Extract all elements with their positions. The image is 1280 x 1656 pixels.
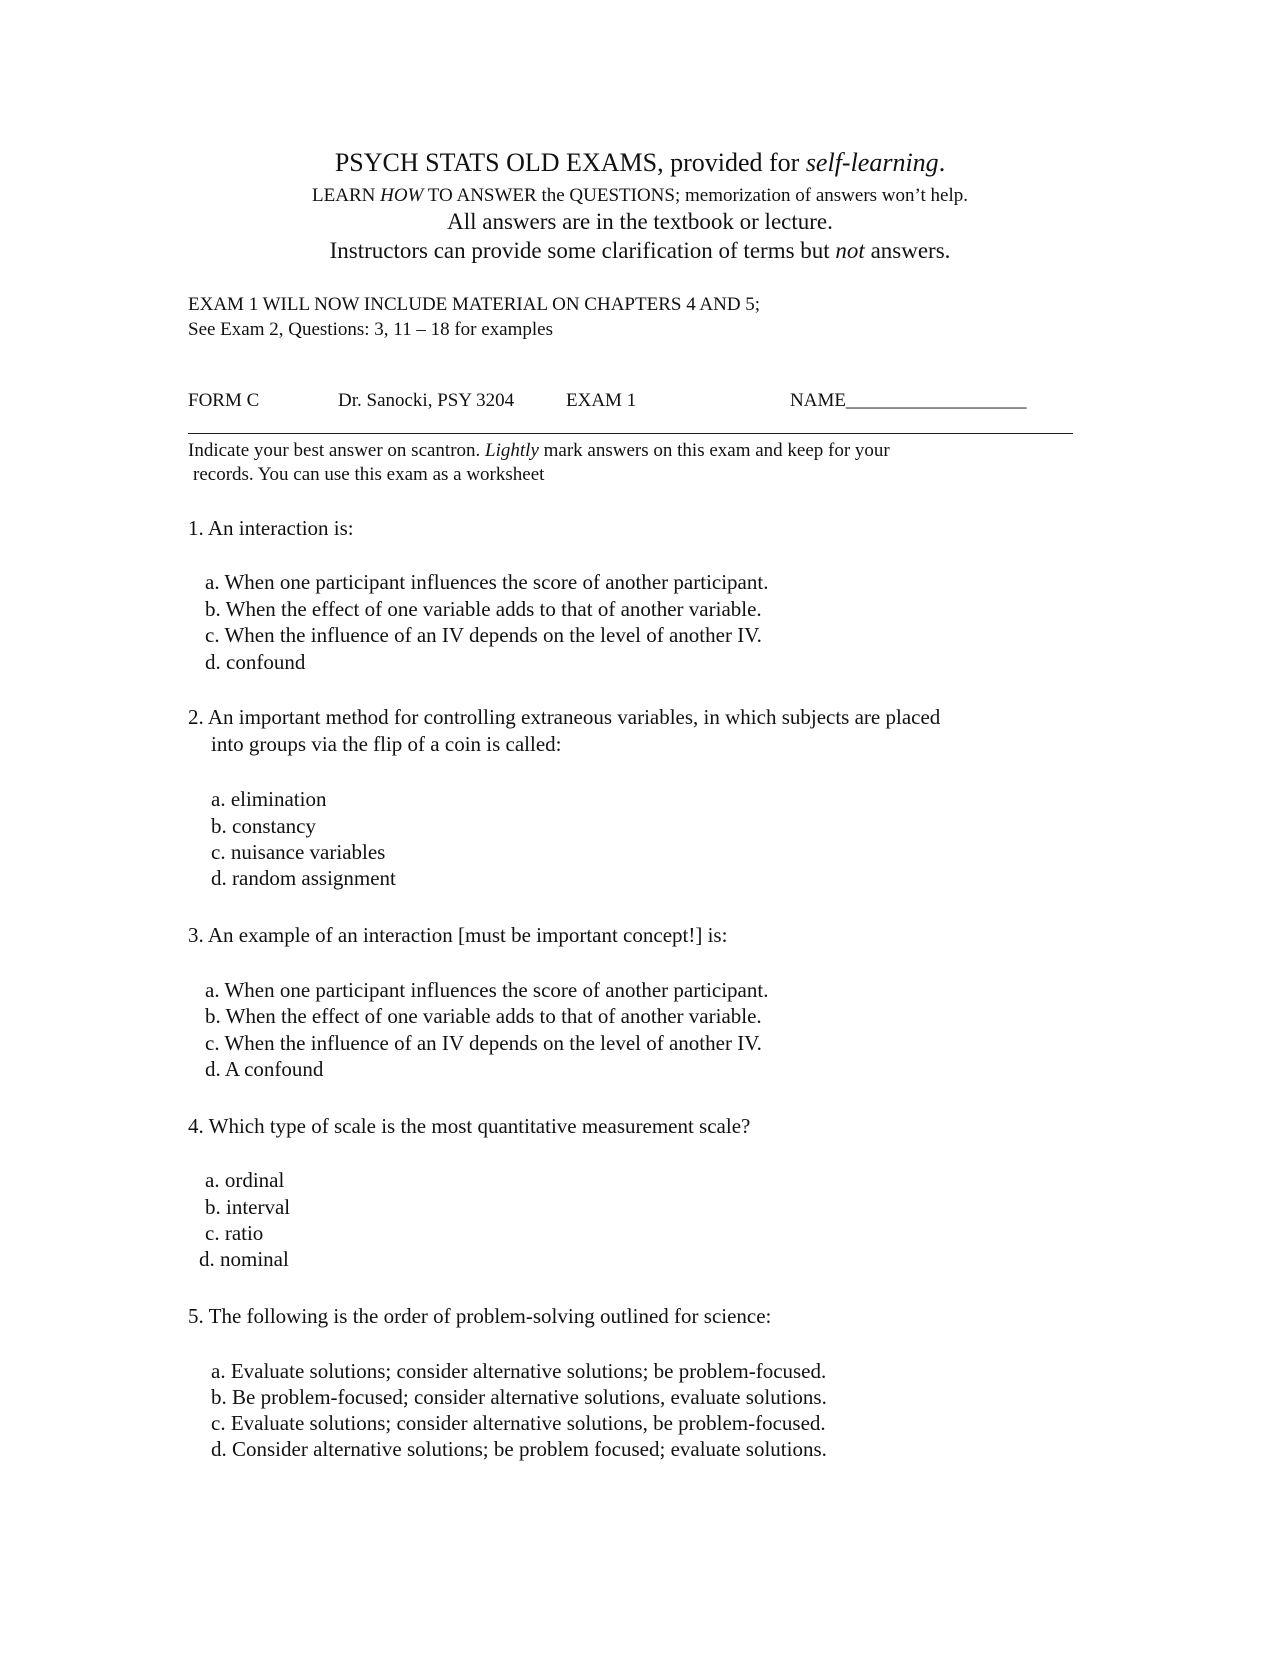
instructions-line-2: records. You can use this exam as a worksheet — [193, 464, 545, 485]
question-5-option-b: b. Be problem-focused; consider alternative solutions, evaluate solutions. — [211, 1385, 827, 1409]
question-2-option-c: c. nuisance variables — [211, 840, 386, 864]
divider-line — [188, 433, 1073, 434]
question-1-option-a: a. When one participant influences the score of another participant. — [205, 570, 769, 594]
question-4-option-b: b. interval — [205, 1195, 291, 1219]
name-field: NAME___________________ — [790, 390, 1027, 411]
title-main: PSYCH STATS OLD EXAMS, provided for — [334, 148, 806, 177]
question-4-option-d: d. nominal — [199, 1247, 289, 1271]
question-3: 3. An example of an interaction [must be important concept!] is: — [188, 923, 728, 947]
instructions-line-1 — [188, 440, 890, 462]
question-3-option-d: d. A confound — [205, 1057, 324, 1081]
header-learn-line — [0, 185, 1280, 207]
title-italic: self-learning — [805, 148, 939, 177]
question-4-option-c: c. ratio — [205, 1221, 264, 1245]
title-end: . — [938, 148, 946, 177]
question-1-option-c: c. When the influence of an IV depends on the level of another IV. — [205, 623, 762, 647]
instructors-line-start: Instructors can provide some clarification of terms but — [329, 238, 836, 263]
learn-line-italic: HOW — [380, 185, 424, 206]
question-4: 4. Which type of scale is the most quantitative measurement scale? — [188, 1114, 751, 1138]
instructors-line-italic: not — [835, 238, 865, 263]
instructor-label: Dr. Sanocki, PSY 3204 — [338, 390, 515, 411]
question-5: 5. The following is the order of problem-solving outlined for science: — [188, 1304, 772, 1328]
page-title — [0, 148, 1280, 178]
instructors-line-end: answers. — [864, 238, 951, 263]
question-3-option-c: c. When the influence of an IV depends on the level of another IV. — [205, 1031, 762, 1055]
question-2-option-a: a. elimination — [211, 787, 327, 811]
question-1-option-d: d. confound — [205, 650, 306, 674]
header-answers-line: All answers are in the textbook or lecture. — [447, 209, 833, 234]
header-instructors-line — [0, 238, 1280, 264]
exam-label: EXAM 1 — [566, 390, 637, 411]
notice-line-1: EXAM 1 WILL NOW INCLUDE MATERIAL ON CHAPTERS 4 AND 5; — [188, 294, 761, 315]
question-1-option-b: b. When the effect of one variable adds to that of another variable. — [205, 597, 762, 621]
question-5-option-c: c. Evaluate solutions; consider alternative solutions, be problem-focused. — [211, 1411, 826, 1435]
question-2-line-2: into groups via the flip of a coin is called: — [211, 732, 562, 756]
question-2-option-b: b. constancy — [211, 814, 316, 838]
question-4-option-a: a. ordinal — [205, 1168, 285, 1192]
question-5-option-a: a. Evaluate solutions; consider alternative solutions; be problem-focused. — [211, 1359, 827, 1383]
question-5-option-d: d. Consider alternative solutions; be problem focused; evaluate solutions. — [211, 1437, 827, 1461]
question-2-option-d: d. random assignment — [211, 866, 396, 890]
instructions-end: mark answers on this exam and keep for your — [538, 440, 890, 461]
instructions-italic: Lightly — [485, 440, 539, 461]
question-3-option-b: b. When the effect of one variable adds to that of another variable. — [205, 1004, 762, 1028]
form-label: FORM C — [188, 390, 260, 411]
question-1: 1. An interaction is: — [188, 516, 354, 540]
learn-line-start: LEARN — [312, 185, 381, 206]
notice-line-2: See Exam 2, Questions: 3, 11 – 18 for examples — [188, 319, 553, 340]
question-3-option-a: a. When one participant influences the score of another participant. — [205, 978, 769, 1002]
question-2-line-1: 2. An important method for controlling extraneous variables, in which subjects are placed — [188, 705, 941, 729]
learn-line-end: TO ANSWER the QUESTIONS; memorization of answers won’t help. — [423, 185, 968, 206]
instructions-start: Indicate your best answer on scantron. — [188, 440, 486, 461]
